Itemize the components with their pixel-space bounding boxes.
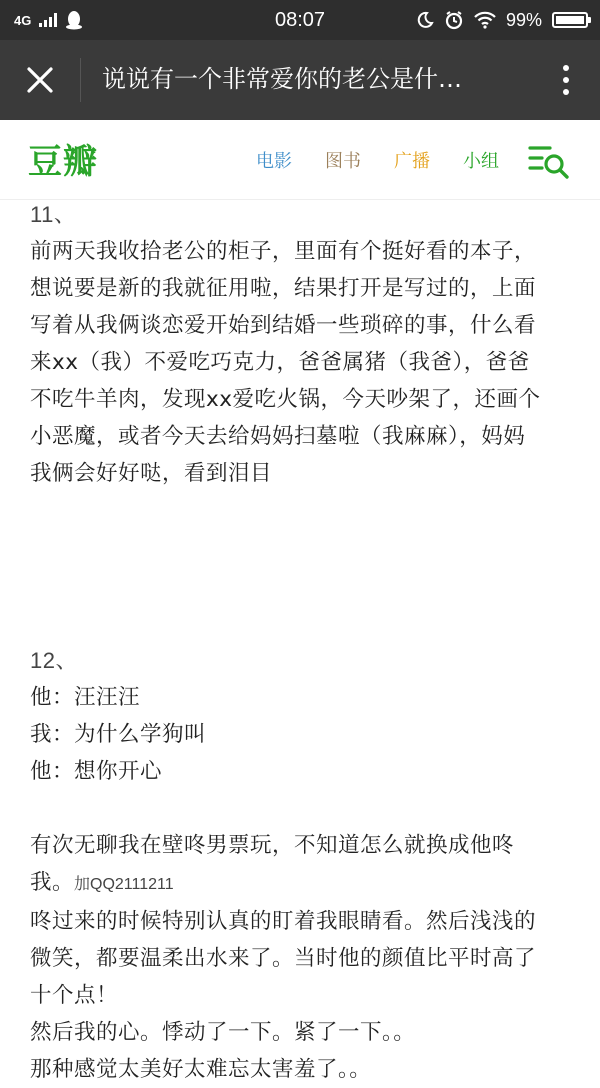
battery-icon (552, 12, 588, 28)
moon-icon (416, 11, 434, 29)
menu-search-button[interactable] (528, 142, 572, 180)
nav-movie[interactable]: 电影 (256, 151, 292, 172)
menu-search-icon (528, 142, 572, 180)
section-number: 12、 (30, 648, 78, 673)
dialogue-line: 他：汪汪汪 (30, 685, 141, 710)
douban-logo[interactable]: 豆瓣 (28, 142, 98, 182)
nav-books[interactable]: 图书 (325, 151, 361, 172)
paragraph-line: 写着从我俩谈恋爱开始到结婚一些琐碎的事，什么看 (30, 313, 537, 338)
close-button[interactable] (0, 40, 80, 120)
paragraph-line: 我俩会好好哒，看到泪目 (30, 461, 273, 486)
more-options-button[interactable] (552, 60, 580, 100)
status-right (416, 0, 588, 40)
paragraph-line: 想说要是新的我就征用啦，结果打开是写过的，上面 (30, 276, 537, 301)
paragraph-line (30, 864, 578, 903)
paragraph-line: 小恶魔，或者今天去给妈妈扫墓啦（我麻麻），妈妈 (30, 424, 526, 449)
paragraph-line: 咚过来的时候特别认真的盯着我眼睛看。然后浅浅的 (30, 909, 537, 934)
network-type: 4G (14, 12, 32, 28)
site-header (0, 120, 600, 200)
paragraph-text: 我。 (30, 870, 75, 895)
dialogue-line: 他：想你开心 (30, 759, 163, 784)
more-dot-icon (563, 89, 569, 95)
paragraph-line: 来xx（我）不爱吃巧克力，爸爸属猪（我爸），爸爸 (30, 350, 530, 375)
spacer (30, 790, 578, 827)
more-dot-icon (563, 77, 569, 83)
paragraph-line: 前两天我收拾老公的柜子，里面有个挺好看的本子， (30, 239, 537, 264)
article-body (30, 196, 578, 1088)
more-dot-icon (563, 65, 569, 71)
paragraph-line: 然后我的心。悸动了一下。紧了一下。。 (30, 1020, 416, 1045)
spacer (30, 492, 578, 642)
section-number: 11、 (30, 202, 77, 227)
status-bar (0, 0, 600, 40)
dialogue-line: 我：为什么学狗叫 (30, 722, 207, 747)
nav-broadcast[interactable]: 广播 (394, 151, 430, 172)
clock: 08:07 (274, 9, 326, 31)
wifi-icon (474, 11, 496, 29)
paragraph-line: 微笑，都要温柔出水来了。当时他的颜值比平时高了 (30, 946, 537, 971)
close-icon (26, 66, 54, 94)
paragraph-line: 那种感觉太美好太难忘太害羞了。。 (30, 1057, 372, 1082)
title-bar (0, 40, 600, 120)
nav-groups[interactable]: 小组 (463, 151, 499, 172)
paragraph-line: 不吃牛羊肉，发现xx爱吃火锅，今天吵架了，还画个 (30, 387, 541, 412)
site-nav (256, 120, 499, 200)
paragraph-line: 有次无聊我在壁咚男票玩，不知道怎么就换成他咚 (30, 833, 515, 858)
battery-percent: 99% (505, 9, 542, 30)
battery-fill (556, 16, 584, 24)
paragraph-line: 十个点！ (30, 983, 119, 1008)
alarm-icon (444, 10, 464, 30)
title-divider (80, 58, 81, 102)
qq-note: 加QQ2111211 (74, 876, 174, 893)
page-title: 说说有一个非常爱你的老公是什… (102, 65, 462, 93)
